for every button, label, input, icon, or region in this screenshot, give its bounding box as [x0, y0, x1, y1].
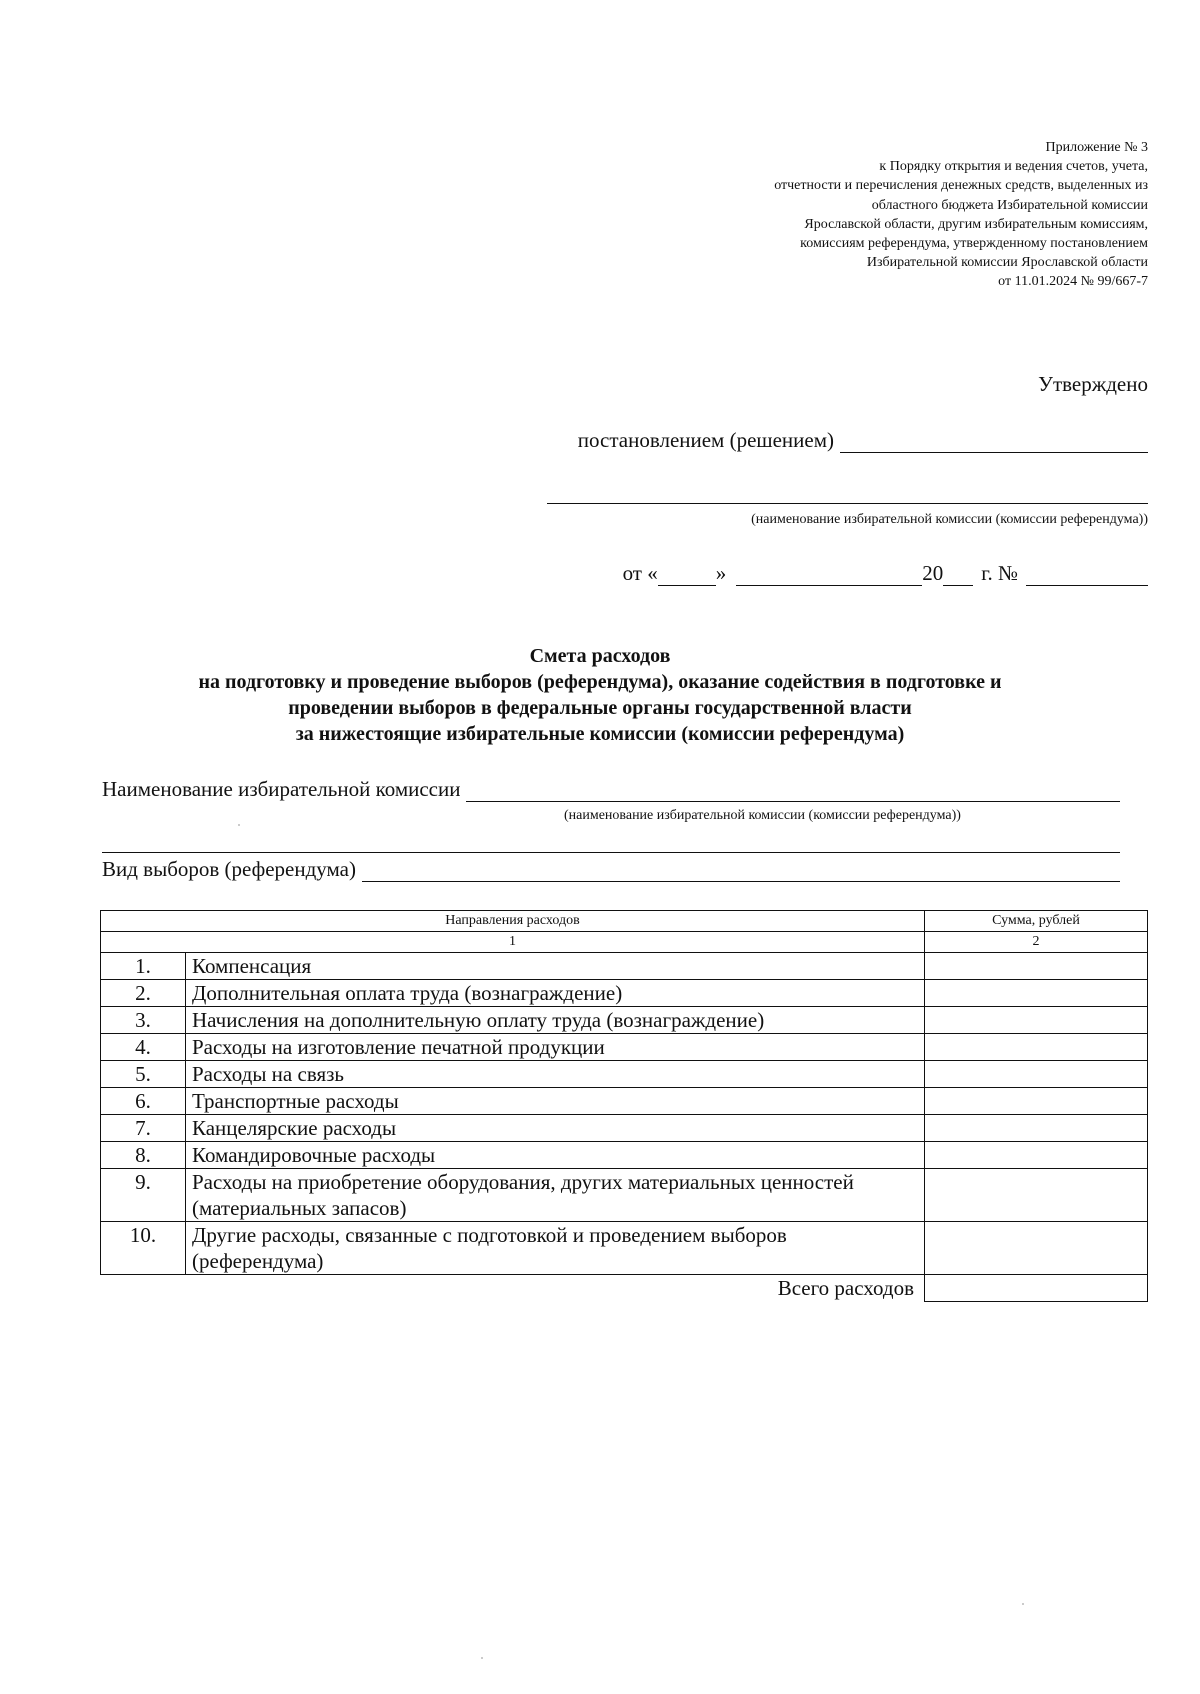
- appendix-line: от 11.01.2024 № 99/667-7: [998, 274, 1148, 290]
- header-direction: Направления расходов: [101, 911, 925, 932]
- row-text: Расходы на связь: [186, 1061, 925, 1088]
- row-sum-cell: [925, 1061, 1148, 1088]
- row-number: 9.: [101, 1169, 186, 1222]
- table-row: [101, 1088, 1148, 1115]
- row-sum-cell: [925, 1088, 1148, 1115]
- row-sum-cell: [925, 1222, 1148, 1275]
- title-line: за нижестоящие избирательные комиссии (комиссии референдума): [295, 723, 905, 745]
- scan-speck: [481, 1657, 483, 1659]
- row-text: Расходы на приобретение оборудования, других материальных ценностей (материальных запасов): [186, 1169, 925, 1222]
- title-line: на подготовку и проведение выборов (референдума), оказание содействия в подготовке и: [198, 671, 1002, 693]
- row-sum-cell: [925, 980, 1148, 1007]
- table-row: [101, 1142, 1148, 1169]
- commission-name-line: [102, 777, 1120, 802]
- row-number: 10.: [101, 1222, 186, 1275]
- date-quote-close: »: [715, 561, 727, 585]
- row-sum-cell: [925, 1142, 1148, 1169]
- commission-name-caption: (наименование избирательной комиссии (комиссии референдума)): [564, 808, 961, 823]
- table-row: [101, 953, 1148, 980]
- row-number: 5.: [101, 1061, 186, 1088]
- decree-line: [578, 428, 1148, 453]
- year-suffix: г. №: [981, 561, 1018, 585]
- scan-speck: [1022, 1603, 1024, 1605]
- title-line: проведении выборов в федеральные органы государственной власти: [288, 697, 912, 719]
- table-header-row: [101, 911, 1148, 932]
- row-text: Компенсация: [186, 953, 925, 980]
- row-text: Транспортные расходы: [186, 1088, 925, 1115]
- table-row: [101, 980, 1148, 1007]
- commission-caption: (наименование избирательной комиссии (комиссии референдума)): [751, 512, 1148, 527]
- row-text: Начисления на дополнительную оплату труда (вознаграждение): [186, 1007, 925, 1034]
- decree-blank: [840, 432, 1148, 453]
- month-blank: [736, 565, 922, 586]
- day-blank: [658, 565, 716, 586]
- appendix-line: Избирательной комиссии Ярославской области: [866, 255, 1148, 271]
- document-title: [0, 643, 1200, 747]
- decree-label: постановлением (решением): [577, 428, 834, 452]
- date-line: [623, 561, 1148, 586]
- commission-name-blank: [466, 781, 1120, 802]
- commission-name-continuation: [102, 852, 1120, 853]
- table-index-row: [101, 932, 1148, 953]
- table-row: [101, 1007, 1148, 1034]
- col-index-1: 1: [101, 932, 925, 953]
- table-row: [101, 1115, 1148, 1142]
- row-sum-cell: [925, 1034, 1148, 1061]
- row-text: Другие расходы, связанные с подготовкой и проведением выборов (референдума): [186, 1222, 925, 1275]
- row-sum-cell: [925, 1115, 1148, 1142]
- table-row: [101, 1222, 1148, 1275]
- col-index-2: 2: [925, 932, 1148, 953]
- row-sum-cell: [925, 1007, 1148, 1034]
- commission-name-label: Наименование избирательной комиссии: [102, 777, 461, 801]
- header-sum: Сумма, рублей: [925, 911, 1148, 932]
- number-blank: [1026, 565, 1148, 586]
- row-sum-cell: [925, 1169, 1148, 1222]
- scan-speck: [238, 824, 240, 826]
- year-prefix: 20: [922, 561, 944, 585]
- expense-table: [100, 910, 1148, 1302]
- appendix-line: отчетности и перечисления денежных средств, выделенных из: [774, 178, 1148, 194]
- appendix-line: к Порядку открытия и ведения счетов, учета,: [879, 159, 1148, 175]
- appendix-line: комиссиям референдума, утвержденному постановлением: [800, 236, 1148, 252]
- election-type-blank: [362, 861, 1120, 882]
- year-blank: [943, 565, 973, 586]
- row-sum-cell: [925, 953, 1148, 980]
- row-text: Расходы на изготовление печатной продукции: [186, 1034, 925, 1061]
- election-type-line: [102, 857, 1120, 882]
- total-label: Всего расходов: [777, 1276, 914, 1300]
- date-prefix: от «: [622, 561, 658, 585]
- row-number: 6.: [101, 1088, 186, 1115]
- row-number: 3.: [101, 1007, 186, 1034]
- appendix-line: Ярославской области, другим избирательным комиссиям,: [804, 216, 1148, 232]
- row-text: Канцелярские расходы: [186, 1115, 925, 1142]
- appendix-line: областного бюджета Избирательной комиссии: [871, 197, 1148, 213]
- row-number: 4.: [101, 1034, 186, 1061]
- appendix-line: Приложение № 3: [1045, 140, 1148, 155]
- row-text: Командировочные расходы: [186, 1142, 925, 1169]
- approved-label: Утверждено: [1038, 372, 1148, 396]
- total-sum-cell: [925, 1275, 1148, 1302]
- table-row: [101, 1061, 1148, 1088]
- row-number: 8.: [101, 1142, 186, 1169]
- commission-blank: [547, 503, 1148, 504]
- total-row: [101, 1275, 1148, 1302]
- title-line: Смета расходов: [529, 645, 671, 667]
- table-row: [101, 1034, 1148, 1061]
- row-text: Дополнительная оплата труда (вознаграждение): [186, 980, 925, 1007]
- table-row: [101, 1169, 1148, 1222]
- election-type-label: Вид выборов (референдума): [102, 857, 356, 881]
- appendix-header: [628, 138, 1148, 292]
- row-number: 7.: [101, 1115, 186, 1142]
- row-number: 1.: [101, 953, 186, 980]
- row-number: 2.: [101, 980, 186, 1007]
